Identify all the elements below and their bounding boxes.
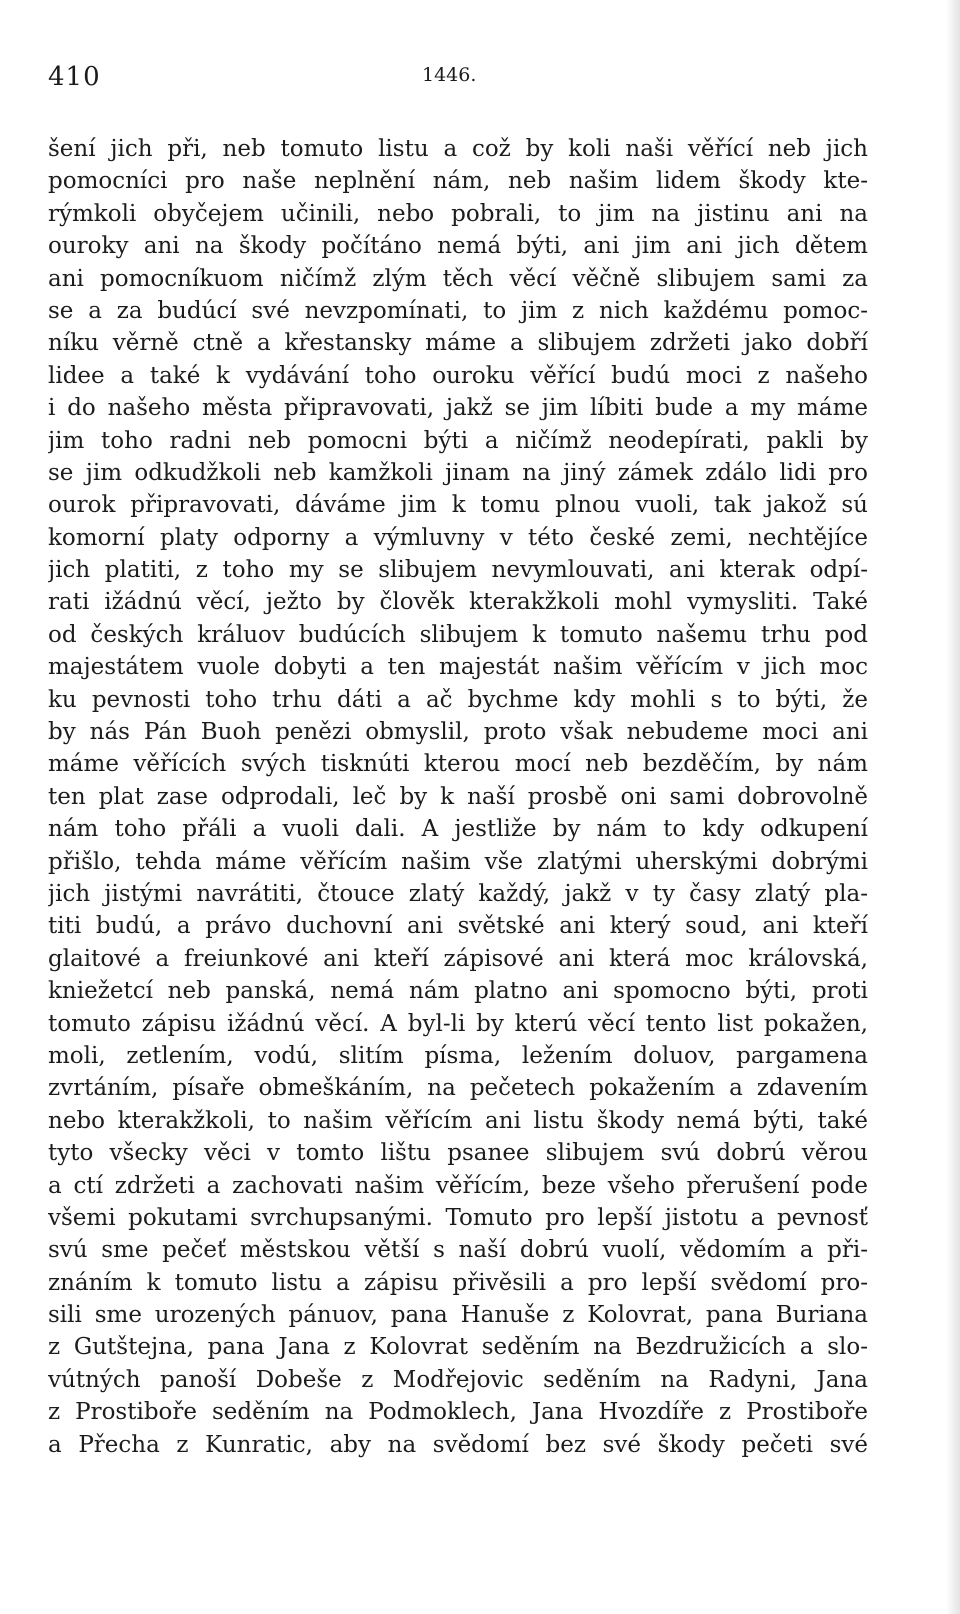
text-line: kniežetcí neb panská, nemá nám platno ani spomocno býti, proti <box>48 978 868 1005</box>
text-line: se a za budúcí své nevzpomínati, to jim z nich každému pomoc- <box>48 297 868 324</box>
text-line: by nás Pán Buoh penězi obmyslil, proto však nebudeme moci ani <box>48 719 868 746</box>
text-line: tomuto zápisu ižádnú věcí. A byl-li by kterú věcí tento list pokažen, <box>48 1010 868 1037</box>
text-line: a ctí zdržeti a zachovati našim věřícím, beze všeho přerušení pode <box>48 1172 868 1199</box>
text-line: lidee a také k vydávání toho ouroku věřící budú moci z našeho <box>48 362 868 389</box>
text-line: z Prostiboře seděním na Podmoklech, Jana Hvozdíře z Prostiboře <box>48 1399 868 1426</box>
text-line: sili sme urozených pánuov, pana Hanuše z Kolovrat, pana Buriana <box>48 1302 868 1329</box>
page-number: 410 <box>48 62 101 92</box>
text-line: všemi pokutami svrchupsanými. Tomuto pro lepší jistotu a pevnosť <box>48 1204 868 1231</box>
text-line: pomocníci pro naše neplnění nám, neb našim lidem škody kte- <box>48 168 868 195</box>
text-line: i do našeho města připravovati, jakž se jim líbiti bude a my máme <box>48 395 868 422</box>
text-line: znáním k tomuto listu a zápisu přivěsili a pro lepší svědomí pro- <box>48 1269 868 1296</box>
text-line: nám toho přáli a vuoli dali. A jestliže by nám to kdy odkupení <box>48 816 868 843</box>
text-line: jim toho radni neb pomocni býti a ničímž neodepírati, pakli by <box>48 427 868 454</box>
text-line: nebo kterakžkoli, to našim věřícím ani listu škody nemá býti, také <box>48 1107 868 1134</box>
text-line: ku pevnosti toho trhu dáti a ač bychme kdy mohli s to býti, že <box>48 686 868 713</box>
text-line: přišlo, tehda máme věřícím našim vše zlatými uherskými dobrými <box>48 848 868 875</box>
text-line: titi budú, a právo duchovní ani světské ani který soud, ani kteří <box>48 913 868 940</box>
text-line: ten plat zase odprodali, leč by k naší prosbě oni sami dobrovolně <box>48 783 868 810</box>
text-line: máme věřících svých tisknúti kterou mocí neb bezděčím, by nám <box>48 751 868 778</box>
text-line: jich jistými navrátiti, čtouce zlatý každý, jakž v ty časy zlatý pla- <box>48 880 868 907</box>
text-line: majestátem vuole dobyti a ten majestát našim věřícím v jich moc <box>48 654 868 681</box>
text-line: zvrtáním, písaře obmeškáním, na pečetech pokažením a zdavením <box>48 1075 868 1102</box>
text-line: a Přecha z Kunratic, aby na svědomí bez své škody pečeti své <box>48 1431 868 1458</box>
text-line: glaitové a freiunkové ani kteří zápisové ani která moc královská, <box>48 945 868 972</box>
text-line: z Gutštejna, pana Jana z Kolovrat seděním na Bezdružicích a slo- <box>48 1334 868 1361</box>
text-line: vútných panoší Dobeše z Modřejovic seděním na Radyni, Jana <box>48 1366 868 1393</box>
text-line: svú sme pečeť městskou větší s naší dobrú vuolí, vědomím a při- <box>48 1237 868 1264</box>
text-line: jich platiti, z toho my se slibujem nevymlouvati, ani kterak odpí- <box>48 557 868 584</box>
text-line: ani pomocníkuom ničímž zlým těch věcí věčně slibujem sami za <box>48 265 868 292</box>
text-line: ouroky ani na škody počítáno nemá býti, ani jim ani jich dětem <box>48 233 868 260</box>
text-line: od českých králuov budúcích slibujem k tomuto našemu trhu pod <box>48 621 868 648</box>
text-line: rati ižádnú věcí, ježto by člověk kterakžkoli mohl vymysliti. Také <box>48 589 868 616</box>
text-line: ourok připravovati, dáváme jim k tomu plnou vuoli, tak jakož sú <box>48 492 868 519</box>
page-year-heading: 1446. <box>422 64 477 86</box>
text-line: komorní platy odporny a výmluvny v této české zemi, nechtějíce <box>48 524 868 551</box>
text-line: se jim odkudžkoli neb kamžkoli jinam na jiný zámek zdálo lidi pro <box>48 459 868 486</box>
body-text <box>48 133 868 1461</box>
text-line: níku věrně ctně a křestansky máme a slibujem zdržeti jako dobří <box>48 330 868 357</box>
text-line: tyto všecky věci v tomto lištu psanee slibujem svú dobrú věrou <box>48 1140 868 1167</box>
page-edge-shadow <box>946 0 960 1614</box>
text-line: rýmkoli obyčejem učinili, nebo pobrali, to jim na jistinu ani na <box>48 200 868 227</box>
text-line: moli, zetlením, vodú, slitím písma, ležením doluov, pargamena <box>48 1042 868 1069</box>
text-line: šení jich při, neb tomuto listu a což by koli naši věřící neb jich <box>48 136 868 162</box>
